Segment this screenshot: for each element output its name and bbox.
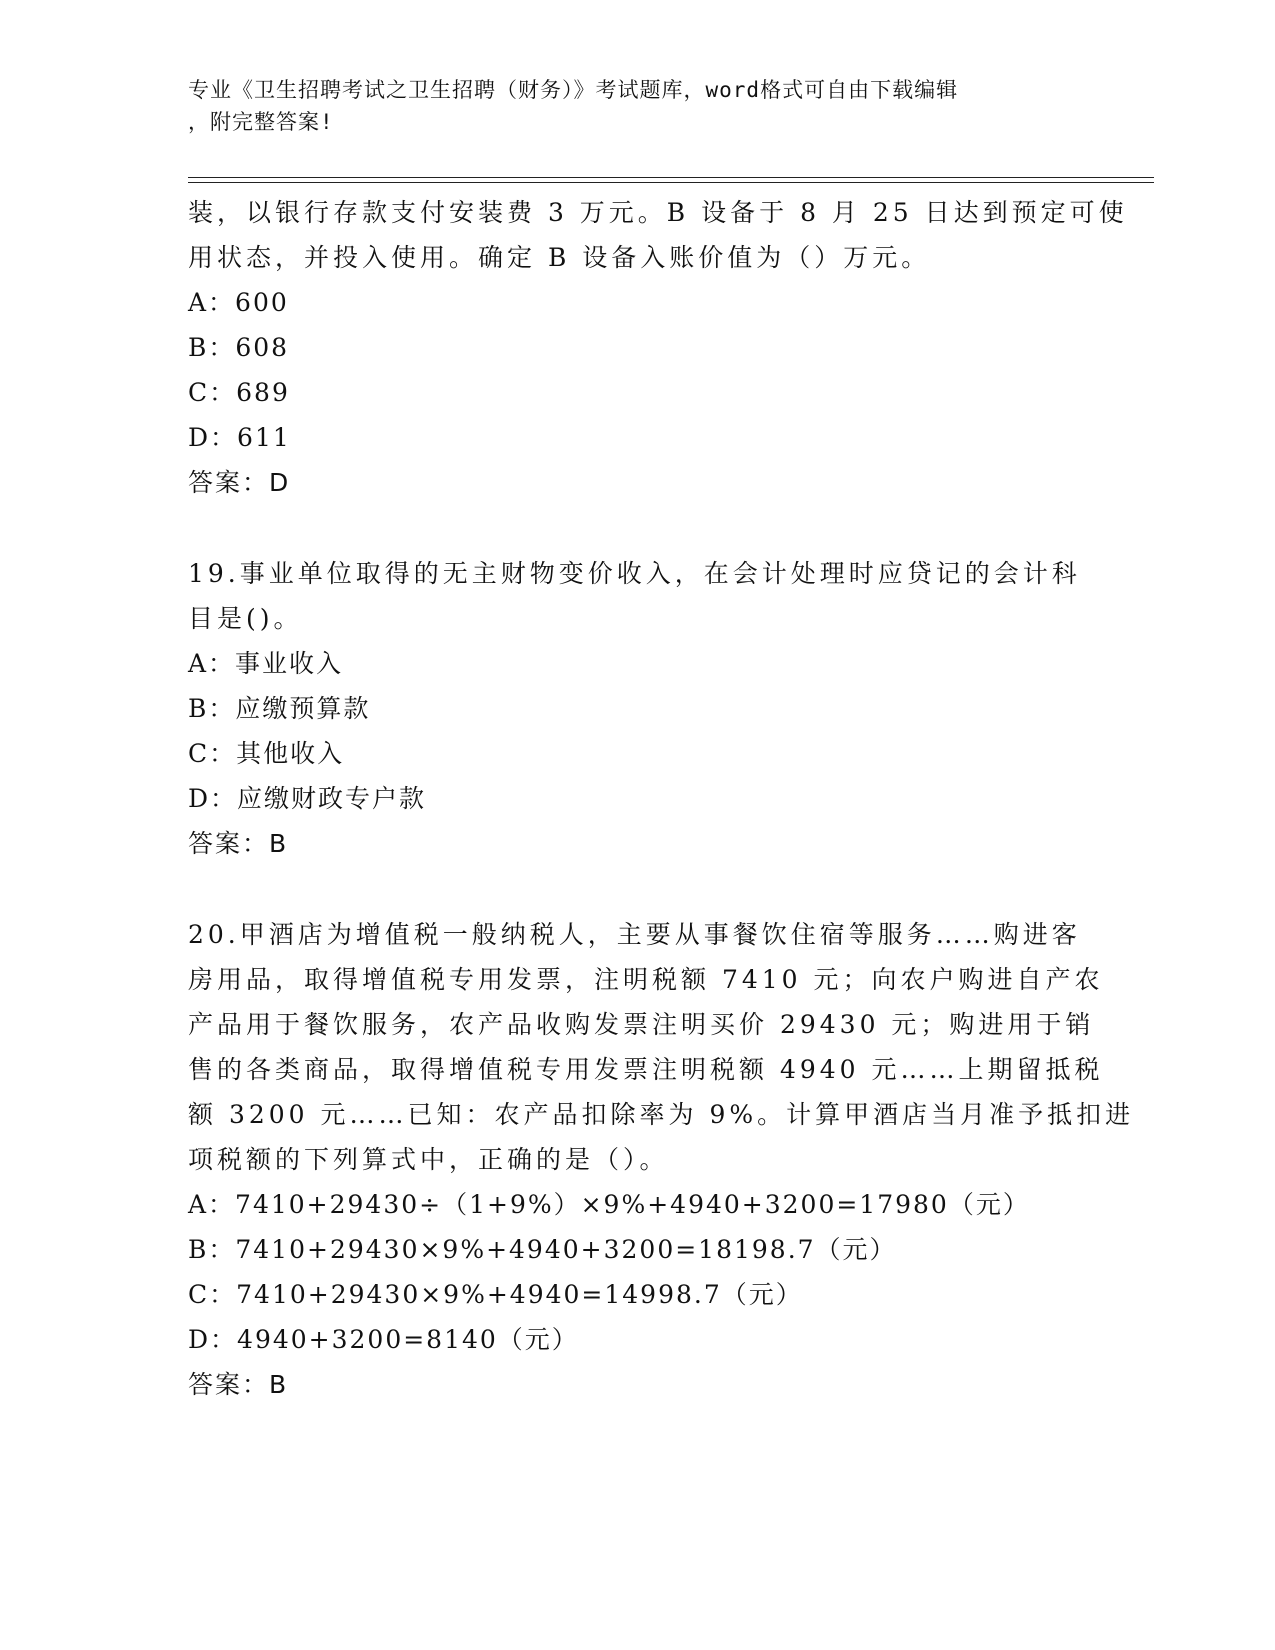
question-spacer [188,866,1088,912]
header-title-line-1: 专业《卫生招聘考试之卫生招聘（财务）》考试题库，word格式可自由下载编辑 [188,78,959,102]
question-stem-line: 额 3200 元……已知：农产品扣除率为 9%。计算甲酒店当月准予抵扣进 [188,1100,1135,1129]
header-divider-top [188,177,1154,178]
option-b: B：应缴预算款 [188,694,371,723]
question-stem-line: 用状态，并投入使用。确定 B 设备入账价值为（）万元。 [188,243,931,272]
question-stem-line: 产品用于餐饮服务，农产品收购发票注明买价 29430 元；购进用于销 [188,1010,1095,1039]
question-stem-line: 项税额的下列算式中，正确的是（）。 [188,1145,669,1174]
question-stem-line: 19.事业单位取得的无主财物变价收入，在会计处理时应贷记的会计科 [188,559,1081,588]
question-stem-line: 售的各类商品，取得增值税专用发票注明税额 4940 元……上期留抵税 [188,1055,1104,1084]
header-divider-bottom [188,182,1154,183]
question-19 [188,551,1088,866]
page-header [188,74,1068,138]
option-d: D：4940+3200=8140（元） [188,1325,579,1354]
question-list [188,190,1135,1407]
option-d: D：611 [188,423,291,452]
option-a: A：事业收入 [188,649,344,678]
question-stem-line: 目是()。 [188,604,303,633]
answer-line: 答案：B [188,1370,289,1399]
option-c: C：689 [188,378,290,407]
question-stem-line: 装，以银行存款支付安装费 3 万元。B 设备于 8 月 25 日达到预定可使 [188,198,1128,227]
answer-line: 答案：D [188,468,291,497]
question-spacer [188,505,1088,551]
option-a: A：7410+29430÷（1+9%）×9%+4940+3200=17980（元） [188,1190,1030,1219]
option-d: D：应缴财政专户款 [188,784,427,813]
option-c: C：7410+29430×9%+4940=14998.7（元） [188,1280,803,1309]
option-c: C：其他收入 [188,739,345,768]
answer-line: 答案：B [188,829,289,858]
question-stem-line: 20.甲酒店为增值税一般纳税人，主要从事餐饮住宿等服务……购进客 [188,920,1081,949]
option-a: A：600 [188,288,289,317]
question-18 [188,190,1128,505]
option-b: B：7410+29430×9%+4940+3200=18198.7（元） [188,1235,897,1264]
question-stem-line: 房用品，取得增值税专用发票，注明税额 7410 元；向农户购进自产农 [188,965,1104,994]
question-20 [188,912,1135,1407]
option-b: B：608 [188,333,290,362]
header-title-line-2: ，附完整答案! [188,110,334,134]
